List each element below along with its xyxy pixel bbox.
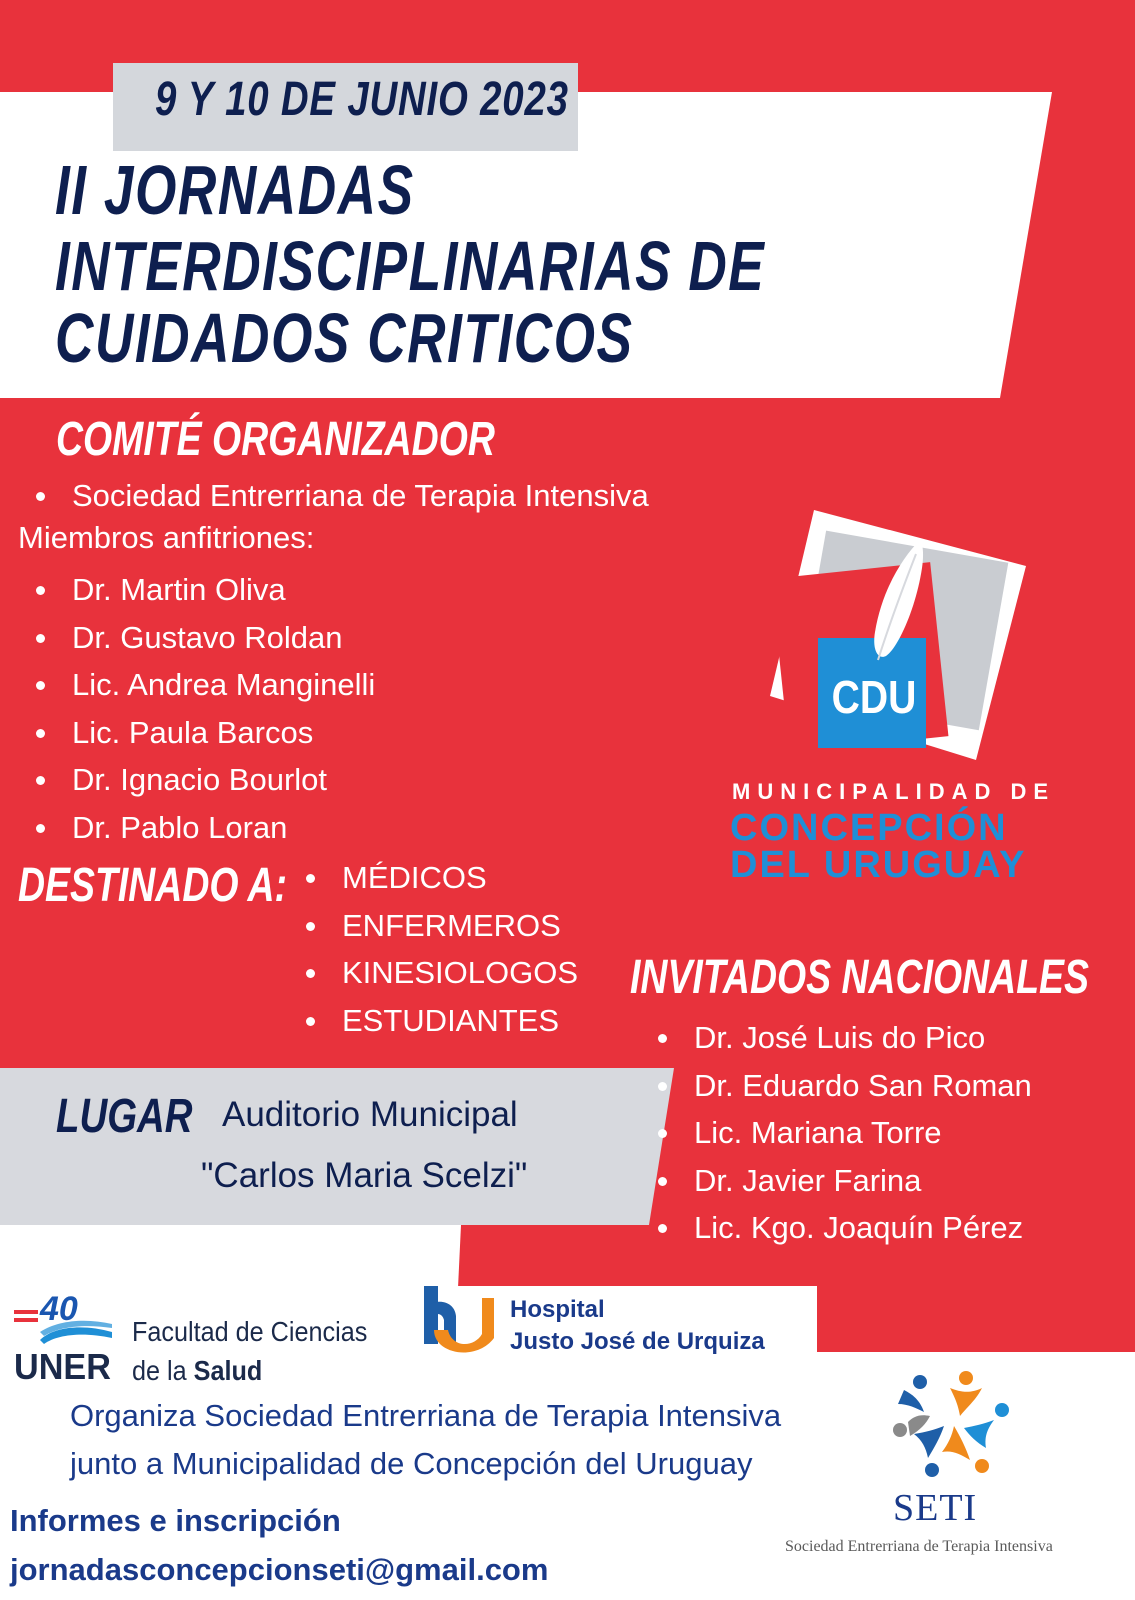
event-date: 9 Y 10 DE JUNIO 2023 — [155, 73, 569, 126]
comite-heading: COMITÉ ORGANIZADOR — [56, 413, 495, 466]
lugar-line1: Auditorio Municipal — [222, 1095, 518, 1134]
destinado-item: ENFERMEROS — [286, 902, 578, 950]
comite-society: Sociedad Entrerriana de Terapia Intensiva — [16, 472, 649, 520]
cdu-badge: CDU — [831, 671, 917, 723]
destinado-heading: DESTINADO A: — [18, 859, 288, 912]
destinado-item: KINESIOLOGOS — [286, 949, 578, 997]
contact-email[interactable]: jornadasconcepcionseti@gmail.com — [10, 1552, 549, 1587]
comite-society-list — [16, 472, 649, 520]
seti-name: SETI — [893, 1487, 978, 1529]
seti-subtitle: Sociedad Entrerriana de Terapia Intensiva — [785, 1538, 1053, 1555]
invitado-item: Dr. Eduardo San Roman — [638, 1062, 1032, 1110]
event-title-line-1: II JORNADAS — [55, 151, 415, 229]
invitados-heading: INVITADOS NACIONALES — [630, 951, 1090, 1004]
hospital-logo-mark — [420, 1286, 502, 1362]
uner-faculty-line1: Facultad de Ciencias — [132, 1316, 368, 1347]
invitado-item: Lic. Kgo. Joaquín Pérez — [638, 1204, 1032, 1252]
cdu-emblem — [770, 510, 1030, 765]
member-item: Dr. Martin Oliva — [16, 566, 375, 614]
invitado-item: Lic. Mariana Torre — [638, 1109, 1032, 1157]
hospital-line2: Justo José de Urquiza — [510, 1328, 765, 1355]
members-list — [16, 566, 375, 851]
uner-faculty-line2b: Salud — [193, 1355, 263, 1386]
lugar-line2: "Carlos Maria Scelzi" — [201, 1156, 528, 1195]
event-title-line-3: CUIDADOS CRITICOS — [55, 299, 634, 377]
event-title-line-2: INTERDISCIPLINARIAS DE — [55, 227, 766, 305]
hospital-line1: Hospital — [510, 1296, 605, 1323]
members-label: Miembros anfitriones: — [18, 520, 315, 555]
uner-number: 40 — [40, 1290, 78, 1328]
seti-people-icon — [890, 1370, 1014, 1480]
uner-faculty-line2 — [132, 1355, 262, 1387]
organiza-line1: Organiza Sociedad Entrerriana de Terapia Intensiva — [70, 1398, 782, 1433]
invitados-list — [638, 1014, 1032, 1252]
uner-faculty-line2a: de la — [132, 1355, 194, 1386]
member-item: Dr. Gustavo Roldan — [16, 614, 375, 662]
uner-name: UNER — [14, 1346, 111, 1387]
cdu-line3: DEL URUGUAY — [730, 844, 1027, 886]
destinado-list — [286, 854, 578, 1044]
member-item: Lic. Andrea Manginelli — [16, 661, 375, 709]
member-item: Dr. Ignacio Bourlot — [16, 756, 375, 804]
invitado-item: Dr. Javier Farina — [638, 1157, 1032, 1205]
cdu-line2: CONCEPCIÓN — [730, 807, 1008, 849]
organiza-line2: junto a Municipalidad de Concepción del Uruguay — [70, 1446, 753, 1481]
cdu-line1: MUNICIPALIDAD DE — [732, 779, 1056, 804]
member-item: Lic. Paula Barcos — [16, 709, 375, 757]
destinado-item: ESTUDIANTES — [286, 997, 578, 1045]
destinado-item: MÉDICOS — [286, 854, 578, 902]
member-item: Dr. Pablo Loran — [16, 804, 375, 852]
invitado-item: Dr. José Luis do Pico — [638, 1014, 1032, 1062]
lugar-label: LUGAR — [56, 1090, 193, 1143]
informes-label: Informes e inscripción — [10, 1503, 341, 1538]
